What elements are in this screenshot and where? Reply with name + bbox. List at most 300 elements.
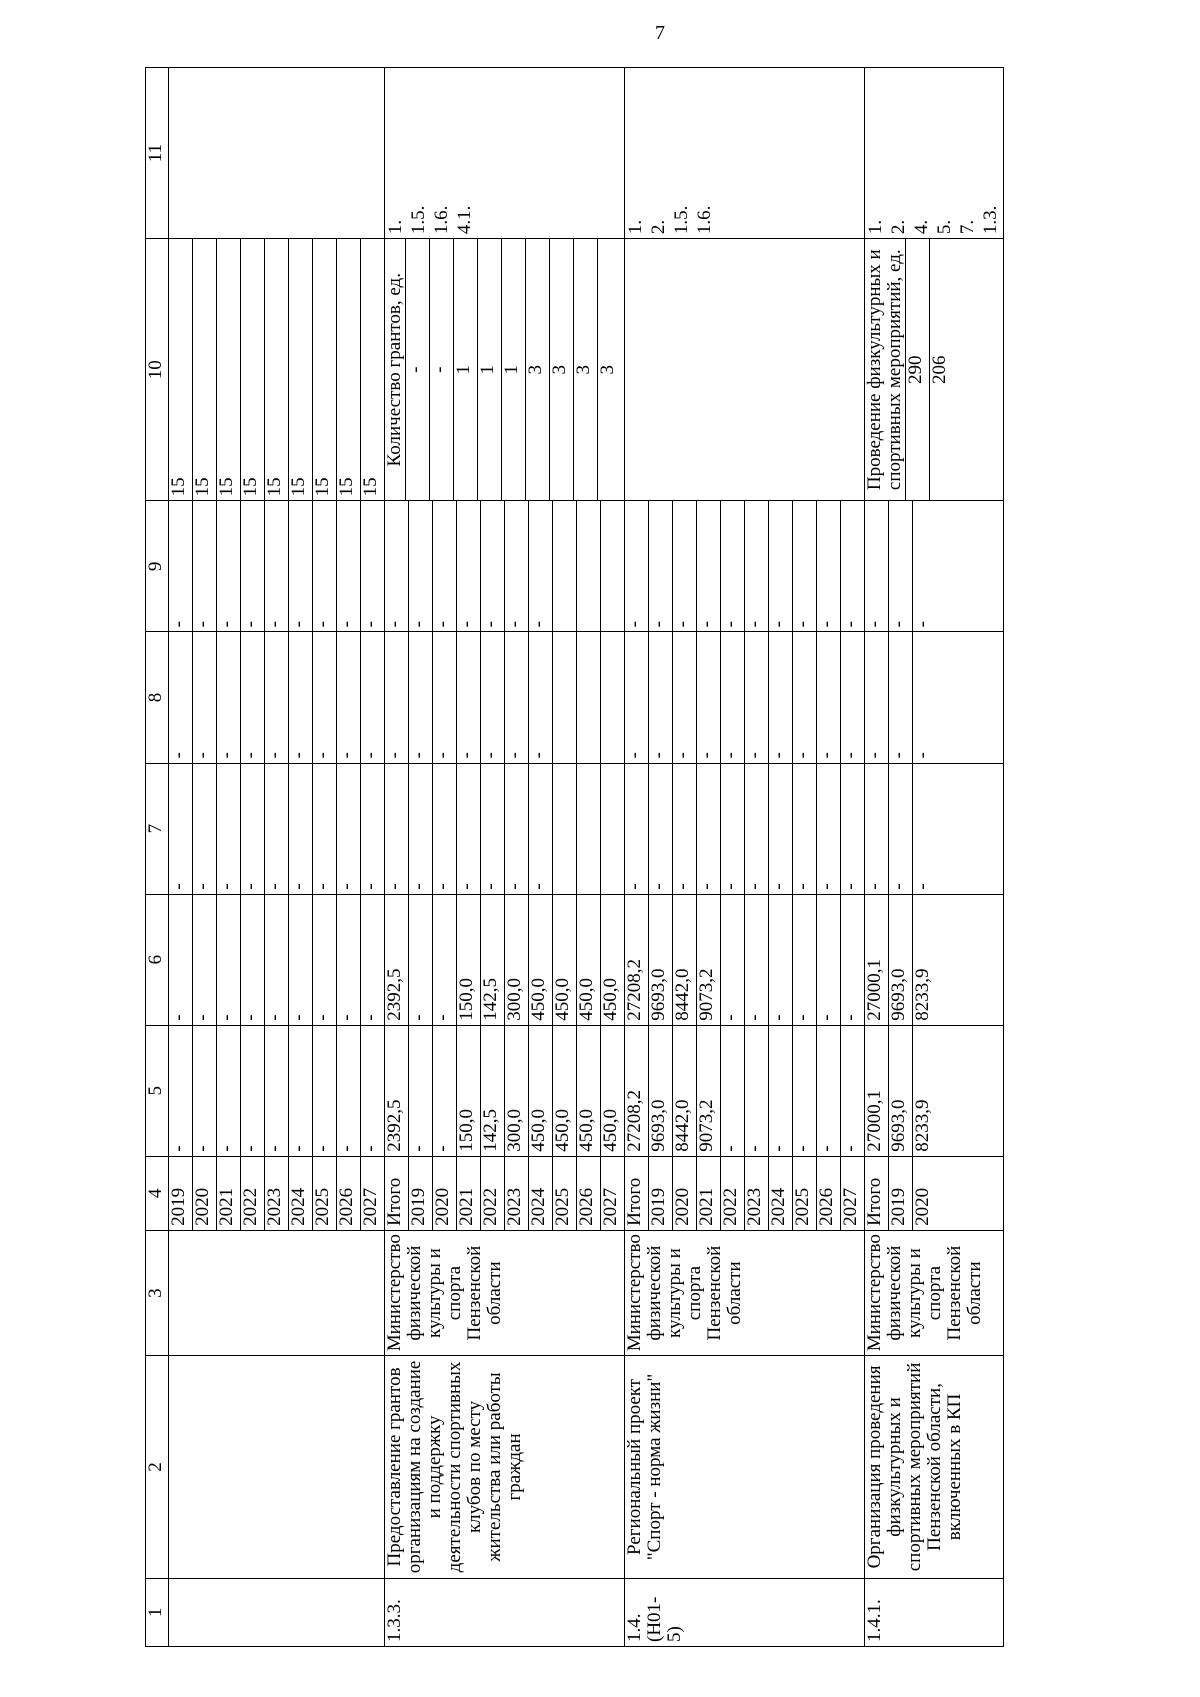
sub-cell: - xyxy=(505,764,529,894)
sub-row xyxy=(217,1157,241,1230)
sub-cell: - xyxy=(817,632,841,762)
sub-row xyxy=(865,895,889,1025)
sub-row xyxy=(361,501,385,631)
sub-cell: 142,5 xyxy=(481,895,505,1025)
sub-row xyxy=(481,1157,505,1230)
sub-row xyxy=(193,895,217,1025)
sub-row xyxy=(385,895,409,1025)
sub-row xyxy=(169,1157,193,1230)
block-1-3-3-years xyxy=(385,1156,625,1230)
sub-row xyxy=(313,632,337,762)
sub-cell: - xyxy=(793,632,817,762)
sub-row xyxy=(865,632,889,762)
sub-cell: 2025 xyxy=(553,1157,577,1230)
sub-cell: - xyxy=(433,895,457,1025)
sub-row xyxy=(241,501,265,631)
sub-cell: - xyxy=(721,632,745,762)
cont-num-cell xyxy=(169,1578,385,1646)
sub-row xyxy=(265,764,289,894)
sub-cell: - xyxy=(241,501,265,631)
sub-row xyxy=(793,632,817,762)
sub-cell: 2023 xyxy=(745,1157,769,1230)
sub-cell: - xyxy=(769,764,793,894)
sub-row xyxy=(865,764,889,894)
sub-cell: 1 xyxy=(454,239,478,500)
block-1-4-1-col7-list xyxy=(865,764,936,894)
sub-row xyxy=(745,501,769,631)
sub-row xyxy=(289,501,313,631)
sub-row xyxy=(553,1157,577,1230)
sub-cell: - xyxy=(313,895,337,1025)
block-1-4-years-list xyxy=(625,1157,864,1230)
sub-row xyxy=(913,764,937,894)
sub-cell xyxy=(577,501,601,631)
sub-row xyxy=(625,764,649,894)
sub-cell: - xyxy=(673,501,697,631)
sub-cell: 15 xyxy=(265,239,289,500)
sub-cell: - xyxy=(193,1026,217,1156)
sub-cell: 300,0 xyxy=(505,1026,529,1156)
sub-row xyxy=(841,501,865,631)
budget-table-wrapper xyxy=(145,67,1004,1647)
block-1-4-1-col6 xyxy=(865,894,1004,1025)
sub-cell: 150,0 xyxy=(457,895,481,1025)
sub-cell: - xyxy=(697,632,721,762)
line-item: 1. xyxy=(625,219,646,235)
cont-col6-list xyxy=(169,895,384,1025)
line-item: 4. xyxy=(911,219,932,235)
block-1-4-1-years xyxy=(865,1156,1004,1230)
sub-cell: - xyxy=(840,621,861,628)
sub-cell: - xyxy=(769,632,793,762)
line-item: 2. xyxy=(648,219,669,235)
sub-cell: 3 xyxy=(550,239,574,500)
sub-cell: - xyxy=(360,1014,381,1021)
sub-row xyxy=(193,501,217,631)
block-1-4-years xyxy=(625,1156,865,1230)
sub-cell: - xyxy=(889,501,913,631)
sub-cell: - xyxy=(337,501,361,631)
sub-row xyxy=(337,895,361,1025)
sub-row xyxy=(673,501,697,631)
sub-row xyxy=(313,764,337,894)
sub-row xyxy=(625,895,649,1025)
block-1-4-1-name: Организация проведения физкультурных и спортивных мероприятий Пензенской области, включенных в КП xyxy=(865,1356,1004,1578)
sub-row xyxy=(906,239,930,500)
cont-col8 xyxy=(169,632,385,763)
block-1-3-3-col9-list xyxy=(385,501,624,631)
sub-cell: 450,0 xyxy=(529,895,553,1025)
sub-cell: - xyxy=(793,764,817,894)
sub-cell: 1 xyxy=(502,239,526,500)
block-1-4-1-col6-list xyxy=(865,895,936,1025)
sub-cell: - xyxy=(169,764,193,894)
sub-row xyxy=(649,895,673,1025)
header-cell-2: 2 xyxy=(146,1356,169,1578)
sub-cell: 27208,2 xyxy=(625,1026,649,1156)
sub-cell: 2392,5 xyxy=(385,1026,409,1156)
sub-row xyxy=(433,501,457,631)
sub-row xyxy=(841,632,865,762)
sub-cell: 8442,0 xyxy=(673,895,697,1025)
sub-cell: - xyxy=(193,632,217,762)
sub-row xyxy=(889,501,913,631)
sub-cell: 300,0 xyxy=(505,895,529,1025)
block-1-3-3-indicator: Количество грантов, ед. xyxy=(385,239,406,500)
sub-row xyxy=(529,764,553,894)
sub-row xyxy=(505,895,529,1025)
sub-cell: 2022 xyxy=(241,1157,265,1230)
sub-cell: - xyxy=(360,883,381,890)
block-1-4-1-col5 xyxy=(865,1025,1004,1156)
sub-cell: - xyxy=(385,501,409,631)
sub-cell: - xyxy=(241,1026,265,1156)
line-item: 7. xyxy=(957,219,978,235)
sub-row xyxy=(577,895,601,1025)
block-1-4-1-col9 xyxy=(865,501,1004,632)
line-item: 1.3. xyxy=(980,205,1001,235)
sub-cell: 450,0 xyxy=(600,1109,621,1152)
header-cell-4: 4 xyxy=(146,1156,169,1230)
sub-cell: 450,0 xyxy=(553,1026,577,1156)
line-item: 4.1. xyxy=(454,205,475,235)
sub-row xyxy=(817,895,841,1025)
sub-cell: 9693,0 xyxy=(649,1026,673,1156)
sub-cell: - xyxy=(337,764,361,894)
sub-cell: 8233,9 xyxy=(912,968,933,1021)
sub-cell xyxy=(601,501,625,631)
sub-cell: 2024 xyxy=(289,1157,313,1230)
sub-cell: Итого xyxy=(625,1157,649,1230)
header-row xyxy=(146,68,169,1647)
sub-cell: - xyxy=(409,895,433,1025)
sub-cell: - xyxy=(289,632,313,762)
sub-row xyxy=(361,1157,385,1230)
sub-cell: - xyxy=(457,501,481,631)
cont-exec-cell xyxy=(169,1230,385,1355)
sub-row xyxy=(481,764,505,894)
sub-row xyxy=(889,1026,913,1156)
sub-cell: 2027 xyxy=(840,1187,861,1226)
sub-cell: - xyxy=(457,764,481,894)
sub-cell: - xyxy=(169,1026,193,1156)
sub-cell: 2022 xyxy=(721,1157,745,1230)
sub-cell: - xyxy=(241,764,265,894)
sub-cell: - xyxy=(769,895,793,1025)
sub-row xyxy=(265,501,289,631)
sub-row xyxy=(169,895,193,1025)
sub-cell: - xyxy=(697,501,721,631)
sub-row xyxy=(649,632,673,762)
sub-cell: - xyxy=(840,752,861,759)
sub-cell: 9073,2 xyxy=(697,895,721,1025)
block-1-3-3-col7-list xyxy=(385,764,624,894)
sub-row xyxy=(817,501,841,631)
sub-row xyxy=(502,239,526,500)
sub-cell: 2024 xyxy=(529,1157,553,1230)
sub-row xyxy=(385,1157,409,1230)
sub-row xyxy=(769,1157,793,1230)
block-1-4-num: 1.4. (Н01-5) xyxy=(625,1578,865,1646)
cont-col5-list xyxy=(169,1026,384,1156)
sub-cell: - xyxy=(457,632,481,762)
sub-row xyxy=(673,1026,697,1156)
sub-row xyxy=(433,1157,457,1230)
sub-row xyxy=(193,1157,217,1230)
block-1-4-col6 xyxy=(625,894,865,1025)
sub-cell: - xyxy=(912,621,933,628)
sub-row xyxy=(361,764,385,894)
header-cell-5: 5 xyxy=(146,1025,169,1156)
sub-row xyxy=(529,1157,553,1230)
sub-row xyxy=(889,632,913,762)
sub-cell: 15 xyxy=(241,239,265,500)
header-cell-8: 8 xyxy=(146,632,169,763)
header-cell-7: 7 xyxy=(146,763,169,894)
sub-row xyxy=(433,1026,457,1156)
sub-row xyxy=(337,501,361,631)
sub-row xyxy=(697,632,721,762)
sub-cell: - xyxy=(529,632,553,762)
sub-row xyxy=(265,1157,289,1230)
block-1-4-name: Региональный проект "Спорт - норма жизни" xyxy=(625,1356,865,1578)
sub-row xyxy=(217,1026,241,1156)
sub-cell: Итого xyxy=(385,1157,409,1230)
sub-cell: - xyxy=(360,621,381,628)
sub-cell: - xyxy=(840,1145,861,1152)
sub-row xyxy=(313,1026,337,1156)
line-item: 1.5. xyxy=(671,205,692,235)
sub-row xyxy=(529,1026,553,1156)
sub-cell: - xyxy=(265,1026,289,1156)
sub-row xyxy=(409,1157,433,1230)
sub-cell: - xyxy=(889,632,913,762)
sub-cell: - xyxy=(817,895,841,1025)
sub-row xyxy=(289,764,313,894)
block-1-4-1-col10-list xyxy=(906,239,953,500)
sub-row xyxy=(577,501,601,631)
sub-cell: - xyxy=(289,764,313,894)
sub-cell: 8442,0 xyxy=(673,1026,697,1156)
sub-row xyxy=(361,895,385,1025)
cont-col9 xyxy=(169,501,385,632)
sub-row xyxy=(337,239,361,500)
block-1-4-1-col7 xyxy=(865,763,1004,894)
line-item: 1. xyxy=(385,219,406,235)
sub-row xyxy=(433,632,457,762)
sub-cell: 15 xyxy=(313,239,337,500)
sub-row xyxy=(697,895,721,1025)
block-1-3-3-col6 xyxy=(385,894,625,1025)
cont-col7 xyxy=(169,763,385,894)
sub-cell: 2019 xyxy=(889,1157,913,1230)
sub-cell: - xyxy=(721,1026,745,1156)
sub-cell: - xyxy=(817,1026,841,1156)
cont-name-cell xyxy=(169,1356,385,1578)
block-1-4-1-executor: Министерство физической культуры и спорта Пензенской области xyxy=(865,1230,1004,1355)
sub-row xyxy=(841,1026,865,1156)
block-1-3-3-num: 1.3.3. xyxy=(385,1578,625,1646)
block-1-3-3-col5-list xyxy=(385,1026,624,1156)
sub-cell: - xyxy=(745,895,769,1025)
cont-col10 xyxy=(169,239,385,501)
block-1-4-1-row xyxy=(865,68,1004,1647)
sub-row xyxy=(481,632,505,762)
sub-row xyxy=(697,764,721,894)
budget-table xyxy=(145,67,1004,1647)
sub-row xyxy=(193,239,217,500)
sub-cell: - xyxy=(337,895,361,1025)
sub-cell: - xyxy=(865,632,889,762)
sub-row xyxy=(241,895,265,1025)
block-1-3-3-name: Предоставление грантов организациям на создание и поддержку деятельности спортивных клубов по месту жительства или работы граждан xyxy=(385,1356,625,1578)
cont-col10-list xyxy=(169,239,384,500)
header-cell-1: 1 xyxy=(146,1578,169,1646)
sub-cell xyxy=(553,764,577,894)
block-1-3-3-col10 xyxy=(385,239,625,501)
sub-cell: - xyxy=(406,239,430,500)
sub-row xyxy=(721,501,745,631)
sub-row xyxy=(721,1157,745,1230)
sub-cell: - xyxy=(385,632,409,762)
sub-row xyxy=(529,501,553,631)
sub-row xyxy=(529,895,553,1025)
sub-cell: - xyxy=(793,895,817,1025)
sub-row xyxy=(265,1026,289,1156)
sub-row xyxy=(930,239,954,500)
sub-cell: - xyxy=(193,895,217,1025)
sub-row xyxy=(457,501,481,631)
sub-row xyxy=(406,239,430,500)
block-1-4-col9-list xyxy=(625,501,864,631)
sub-cell: 15 xyxy=(169,239,193,500)
sub-row xyxy=(430,239,454,500)
sub-cell: - xyxy=(169,501,193,631)
sub-cell: - xyxy=(793,1026,817,1156)
sub-cell: - xyxy=(217,764,241,894)
sub-row xyxy=(913,632,937,762)
sub-cell: - xyxy=(745,501,769,631)
sub-row xyxy=(769,632,793,762)
sub-row xyxy=(673,764,697,894)
sub-row xyxy=(721,632,745,762)
sub-row xyxy=(553,501,577,631)
sub-cell: - xyxy=(625,764,649,894)
sub-cell: 15 xyxy=(289,239,313,500)
sub-row xyxy=(217,632,241,762)
sub-row xyxy=(385,501,409,631)
sub-cell: 9693,0 xyxy=(889,1026,913,1156)
block-1-4-1-col10 xyxy=(865,239,1004,501)
sub-row xyxy=(454,239,478,500)
sub-cell: - xyxy=(241,895,265,1025)
sub-row xyxy=(745,632,769,762)
sub-row xyxy=(217,764,241,894)
sub-cell: Итого xyxy=(865,1157,889,1230)
sub-row xyxy=(550,239,574,500)
sub-row xyxy=(289,239,313,500)
sub-row xyxy=(601,764,625,894)
sub-row xyxy=(193,632,217,762)
line-item: 1.6. xyxy=(694,205,715,235)
sub-cell: - xyxy=(649,501,673,631)
sub-cell: 2026 xyxy=(577,1157,601,1230)
sub-row xyxy=(457,895,481,1025)
sub-cell: 15 xyxy=(217,239,241,500)
sub-row xyxy=(625,501,649,631)
sub-cell: - xyxy=(745,1026,769,1156)
sub-cell: - xyxy=(289,501,313,631)
sub-cell: - xyxy=(505,632,529,762)
sub-cell: 2026 xyxy=(817,1157,841,1230)
sub-cell: 27208,2 xyxy=(625,895,649,1025)
sub-row xyxy=(409,501,433,631)
sub-cell: - xyxy=(289,1026,313,1156)
sub-cell: 27000,1 xyxy=(865,1026,889,1156)
sub-cell: 290 xyxy=(906,239,930,500)
sub-row xyxy=(265,239,289,500)
sub-row xyxy=(649,1157,673,1230)
sub-row xyxy=(433,895,457,1025)
sub-cell: - xyxy=(169,895,193,1025)
block-1-3-3-col9 xyxy=(385,501,625,632)
sub-row xyxy=(169,501,193,631)
sub-row xyxy=(481,501,505,631)
sub-cell: 15 xyxy=(193,239,217,500)
sub-cell: - xyxy=(721,764,745,894)
sub-cell: - xyxy=(625,632,649,762)
cont-years xyxy=(169,1156,385,1230)
sub-row xyxy=(217,239,241,500)
sub-cell: 2021 xyxy=(697,1157,721,1230)
sub-cell: 3 xyxy=(526,239,550,500)
sub-cell: 9073,2 xyxy=(697,1026,721,1156)
sub-cell: 2025 xyxy=(793,1157,817,1230)
sub-cell: - xyxy=(649,632,673,762)
sub-row xyxy=(649,764,673,894)
sub-row xyxy=(313,1157,337,1230)
header-cell-3: 3 xyxy=(146,1230,169,1355)
sub-row xyxy=(817,1026,841,1156)
sub-cell: 150,0 xyxy=(457,1026,481,1156)
sub-row xyxy=(361,1026,385,1156)
sub-cell: - xyxy=(840,883,861,890)
sub-row xyxy=(289,1026,313,1156)
sub-cell: - xyxy=(817,501,841,631)
sub-cell: - xyxy=(217,895,241,1025)
sub-row xyxy=(913,1157,937,1230)
sub-row xyxy=(529,632,553,762)
sub-cell: 2023 xyxy=(265,1157,289,1230)
sub-row xyxy=(313,501,337,631)
sub-row xyxy=(865,1157,889,1230)
block-1-3-3-row xyxy=(385,68,625,1647)
sub-row xyxy=(337,632,361,762)
sub-row xyxy=(793,895,817,1025)
sub-row xyxy=(769,501,793,631)
sub-row xyxy=(598,239,622,500)
sub-cell: - xyxy=(169,632,193,762)
cont-col7-list xyxy=(169,764,384,894)
block-1-4-executor: Министерство физической культуры и спорта Пензенской области xyxy=(625,1230,865,1355)
sub-cell: - xyxy=(505,501,529,631)
sub-cell: - xyxy=(889,764,913,894)
sub-row xyxy=(913,501,937,631)
sub-cell: 2020 xyxy=(673,1157,697,1230)
sub-cell: - xyxy=(265,764,289,894)
block-1-3-3-col11 xyxy=(385,68,625,239)
sub-cell: - xyxy=(433,632,457,762)
